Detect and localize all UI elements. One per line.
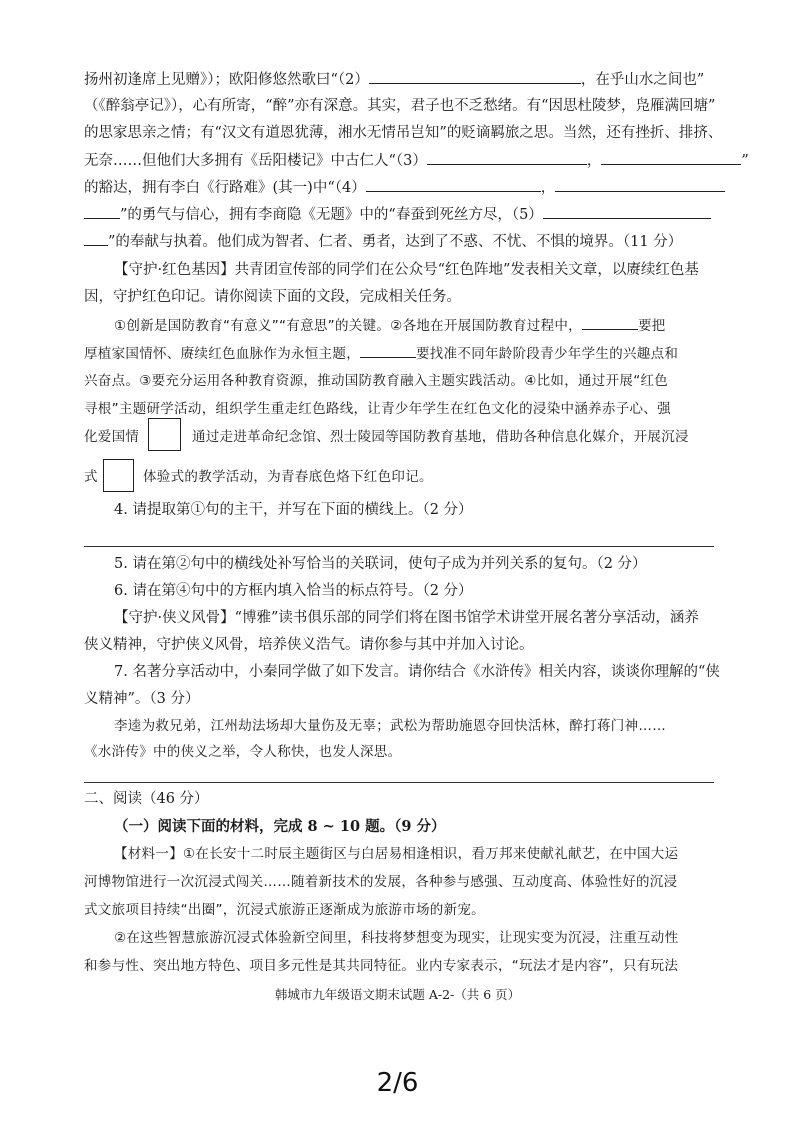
text: ” [741, 153, 749, 169]
passage-line: 化爱国情 [84, 429, 140, 445]
material-line: 和参与性、突出地方特色、项目多元性是其共同特征。业内专家表示，“玩法才是内容”，只有玩法 [84, 958, 679, 974]
passage-line [84, 343, 678, 364]
answer-blank-5a[interactable] [543, 204, 711, 219]
question-4: 4. 请提取第①句的主干，并写在下面的横线上。（2 分） [114, 502, 473, 518]
passage-line: 式 [84, 469, 98, 485]
text: 要找准不同年龄阶段青少年学生的兴趣点和 [416, 346, 679, 362]
answer-blank-3b[interactable] [601, 150, 741, 165]
text-line [84, 204, 711, 225]
speech-line: 《水浒传》中的侠义之举，令人称快，也发人深思。 [84, 744, 402, 760]
punctuation-box-1[interactable] [148, 418, 181, 451]
task-intro-red: 【守护·红色基因】共青团宣传部的同学们在公众号“红色阵地”发表相关文章，以赓续红色基 [114, 262, 699, 278]
answer-blank-4b[interactable] [555, 177, 725, 192]
speech-line: 李逵为救兄弟，江州劫法场却大量伤及无辜；武松为帮助施恩夺回快活林，醉打蒋门神…… [114, 718, 666, 734]
task-intro-xia: 【守护·侠义风骨】“博雅”读书俱乐部的同学们将在图书馆学术讲堂开展名著分享活动，涵养 [114, 610, 699, 626]
question-6: 6. 请在第④句中的方框内填入恰当的标点符号。（2 分） [114, 583, 473, 599]
answer-blank-4a[interactable] [366, 177, 541, 192]
text-line [84, 231, 682, 252]
text-line [84, 69, 704, 90]
subsection-heading: （一）阅读下面的材料，完成 8 ~ 10 题。（9 分） [114, 818, 446, 835]
text: ”的奉献与执着。他们成为智者、仁者、勇者，达到了不惑、不忧、不惧的境界。（11 分） [108, 234, 683, 250]
punctuation-box-2[interactable] [103, 459, 134, 492]
text: ①创新是国防教育“有意义”“有意思”的关键。②各地在开展国防教育过程中， [114, 318, 582, 334]
section-heading: 二、阅读（46 分） [84, 791, 209, 807]
text: ， [586, 153, 602, 169]
material-line: ②在这些智慧旅游沉浸式体验新空间里，科技将梦想变为现实，让现实变为沉浸，注重互动性 [114, 930, 679, 946]
text: ”的勇气与信心，拥有李商隐《无题》中的“春蚕到死丝方尽，（5） [120, 207, 543, 223]
material-line: 河博物馆进行一次沉浸式闯关……随着新技术的发展，各种参与感强、互动度高、体验性好的沉浸 [84, 874, 678, 890]
answer-line-q4[interactable] [84, 546, 714, 547]
answer-blank-4c[interactable] [84, 204, 120, 219]
question-7: 义精神”。（3 分） [84, 691, 200, 707]
text-line [84, 177, 725, 198]
task-intro-red: 因，守护红色印记。请你阅读下面的文段，完成相关任务。 [84, 289, 461, 305]
material-line: 式文旅项目持续“出圈”，沉浸式旅游正逐渐成为旅游市场的新宠。 [84, 902, 485, 918]
answer-blank-3a[interactable] [427, 150, 587, 165]
task-intro-xia: 侠义精神，守护侠义风骨，培养侠义浩气。请你参与其中并加入讨论。 [84, 637, 534, 653]
text-line: （《醉翁亭记》），心有所寄，“醉”亦有深意。其实，君子也不乏愁绪。有“因思杜陵梦，凫雁满回塘” [84, 98, 716, 114]
text: ，在乎山水之间也” [580, 72, 705, 88]
passage-line [114, 315, 666, 336]
text-line: 的思家思亲之情；有“汉文有道恩犹薄，湘水无情吊岂知”的贬谪羁旅之思。当然，还有挫折、排挤、 [84, 125, 723, 141]
passage-line: 寻根”主题研学活动，组织学生重走红色路线，让青少年学生在红色文化的浸染中涵养赤子心、强 [84, 401, 671, 417]
answer-line-q7[interactable] [84, 782, 714, 783]
text: 的豁达，拥有李白《行路难》(其一)中“（4） [84, 180, 366, 196]
answer-blank-2[interactable] [369, 69, 581, 84]
passage-line: 兴奋点。③要充分运用各种教育资源，推动国防教育融入主题实践活动。④比如，通过开展“红色 [84, 373, 669, 389]
text: 无奈……但他们大多拥有《岳阳楼记》中古仁人“（3） [84, 153, 427, 169]
text: ， [540, 180, 556, 196]
page-footer: 韩城市九年级语文期末试题 A-2-（共 6 页） [274, 987, 521, 1002]
text: 扬州初逢席上见赠》）；欧阳修悠然歌曰“（2） [84, 72, 369, 88]
question-5: 5. 请在第②句中的横线处补写恰当的关联词，使句子成为并列关系的复句。（2 分） [114, 556, 647, 572]
question-7: 7. 名著分享活动中，小秦同学做了如下发言。请你结合《水浒传》相关内容，谈谈你理解的“侠 [114, 664, 720, 680]
page-number: 2/6 [376, 1068, 419, 1098]
material-line: 【材料一】①在长安十二时辰主题街区与白居易相逢相识，看万邦来使献礼献艺，在中国大运 [114, 846, 679, 862]
text-line [84, 150, 749, 171]
conjunction-blank-2[interactable] [360, 343, 416, 358]
text: 厚植家国情怀、赓续红色血脉作为永恒主题， [84, 346, 360, 362]
text: 要把 [637, 318, 666, 334]
passage-line: 通过走进革命纪念馆、烈士陵园等国防教育基地，借助各种信息化媒介，开展沉浸 [192, 429, 689, 445]
conjunction-blank-1[interactable] [582, 315, 638, 330]
passage-line: 体验式的教学活动，为青春底色烙下红色印记。 [143, 469, 433, 485]
answer-blank-5b[interactable] [84, 231, 108, 246]
